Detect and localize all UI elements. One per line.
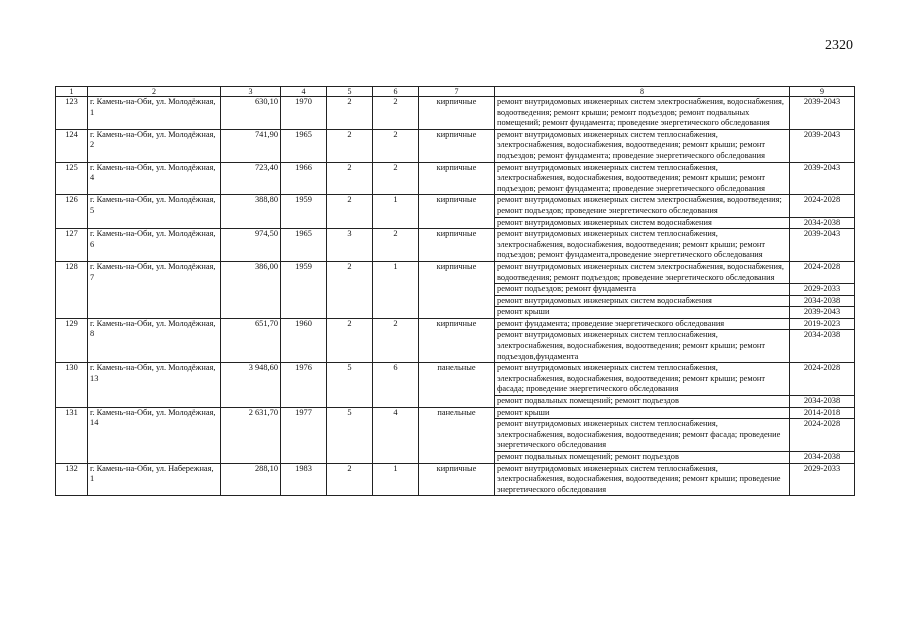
row-number: 131 — [56, 407, 88, 463]
table-row — [56, 318, 855, 330]
floors-cell: 2 — [327, 162, 373, 195]
entrances-cell: 2 — [373, 162, 419, 195]
entrances-cell: 4 — [373, 407, 419, 463]
wall-material-cell: кирпичные — [419, 318, 495, 362]
period-cell: 2034-2038 — [790, 452, 855, 464]
period-cell: 2034-2038 — [790, 396, 855, 408]
work-description-cell: ремонт внутридомовых инженерных систем электроснабжения, водоснабжения, водоотведения; ремонт подъездов; проведение энергетического обследования — [495, 261, 790, 283]
row-number: 132 — [56, 463, 88, 496]
column-header: 5 — [327, 87, 373, 97]
entrances-cell: 1 — [373, 261, 419, 318]
entrances-cell: 6 — [373, 363, 419, 407]
period-cell: 2024-2028 — [790, 363, 855, 396]
area-cell: 651,70 — [221, 318, 281, 362]
area-cell: 388,80 — [221, 195, 281, 229]
year-cell: 1965 — [281, 129, 327, 162]
work-description-cell: ремонт фундамента; проведение энергетического обследования — [495, 318, 790, 330]
table-body — [56, 97, 855, 496]
address-cell: г. Камень-на-Оби, ул. Молодёжная, 1 — [88, 97, 221, 130]
wall-material-cell: панельные — [419, 363, 495, 407]
floors-cell: 2 — [327, 261, 373, 318]
column-header: 4 — [281, 87, 327, 97]
table-row — [56, 261, 855, 283]
work-description-cell: ремонт внутридомовых инженерных систем теплоснабжения, электроснабжения, водоснабжения, водоотведения; ремонт крыши; ремонт фасада; проведение энергетического обследования — [495, 363, 790, 396]
page-number: 2320 — [825, 38, 853, 53]
row-number: 123 — [56, 97, 88, 130]
work-description-cell: ремонт внутридомовых инженерных систем электроснабжения, водоотведения; ремонт подъездов; проведение энергетического обследования — [495, 195, 790, 217]
row-number: 129 — [56, 318, 88, 362]
address-cell: г. Камень-на-Оби, ул. Молодёжная, 6 — [88, 229, 221, 262]
row-number: 124 — [56, 129, 88, 162]
period-cell: 2024-2028 — [790, 195, 855, 217]
row-number: 127 — [56, 229, 88, 262]
work-description-cell: ремонт крыши — [495, 307, 790, 319]
floors-cell: 2 — [327, 129, 373, 162]
period-cell: 2039-2043 — [790, 129, 855, 162]
table-row — [56, 195, 855, 217]
row-number: 126 — [56, 195, 88, 229]
work-description-cell: ремонт внутридомовых инженерных систем теплоснабжения, электроснабжения, водоснабжения, водоотведения; ремонт крыши; ремонт подъездов; ремонт фундамента; проведение энергетического обследования — [495, 162, 790, 195]
wall-material-cell: кирпичные — [419, 195, 495, 229]
address-cell: г. Камень-на-Оби, ул. Молодёжная, 8 — [88, 318, 221, 362]
area-cell: 288,10 — [221, 463, 281, 496]
work-description-cell: ремонт внутридомовых инженерных систем теплоснабжения, электроснабжения, водоснабжения, водоотведения; ремонт крыши; ремонт подъездов; ремонт фундамента; проведение энергетического обследования — [495, 129, 790, 162]
floors-cell: 5 — [327, 407, 373, 463]
period-cell: 2034-2038 — [790, 330, 855, 363]
work-description-cell: ремонт подъездов; ремонт фундамента — [495, 284, 790, 296]
area-cell: 386,00 — [221, 261, 281, 318]
wall-material-cell: кирпичные — [419, 463, 495, 496]
table-row — [56, 162, 855, 195]
year-cell: 1959 — [281, 195, 327, 229]
row-number: 125 — [56, 162, 88, 195]
work-description-cell: ремонт внутридомовых инженерных систем водоснабжения — [495, 217, 790, 229]
wall-material-cell: кирпичные — [419, 129, 495, 162]
area-cell: 723,40 — [221, 162, 281, 195]
wall-material-cell: кирпичные — [419, 261, 495, 318]
work-description-cell: ремонт внутридомовых инженерных систем электроснабжения, водоснабжения, водоотведения; ремонт крыши; ремонт подъездов; ремонт подвальных помещений; ремонт фундамента; проведение энергетического обследования — [495, 97, 790, 130]
work-description-cell: ремонт крыши — [495, 407, 790, 419]
period-cell: 2024-2028 — [790, 419, 855, 452]
year-cell: 1977 — [281, 407, 327, 463]
period-cell: 2024-2028 — [790, 261, 855, 283]
period-cell: 2039-2043 — [790, 162, 855, 195]
floors-cell: 2 — [327, 463, 373, 496]
table-row — [56, 97, 855, 130]
address-cell: г. Камень-на-Оби, ул. Молодёжная, 14 — [88, 407, 221, 463]
entrances-cell: 2 — [373, 229, 419, 262]
period-cell: 2039-2043 — [790, 97, 855, 130]
column-header: 7 — [419, 87, 495, 97]
entrances-cell: 2 — [373, 129, 419, 162]
work-description-cell: ремонт внутридомовых инженерных систем теплоснабжения, электроснабжения, водоснабжения, водоотведения; ремонт крыши; ремонт подъездов; ремонт фундамента,проведение энергетического обследования — [495, 229, 790, 262]
row-number: 130 — [56, 363, 88, 407]
year-cell: 1965 — [281, 229, 327, 262]
address-cell: г. Камень-на-Оби, ул. Молодёжная, 5 — [88, 195, 221, 229]
year-cell: 1976 — [281, 363, 327, 407]
work-description-cell: ремонт внутридомовых инженерных систем теплоснабжения, электроснабжения, водоснабжения, водоотведения; ремонт фасада; проведение энергетического обследования — [495, 419, 790, 452]
table-row — [56, 129, 855, 162]
floors-cell: 2 — [327, 318, 373, 362]
column-header: 1 — [56, 87, 88, 97]
column-header: 8 — [495, 87, 790, 97]
work-description-cell: ремонт подвальных помещений; ремонт подъездов — [495, 396, 790, 408]
address-cell: г. Камень-на-Оби, ул. Молодёжная, 2 — [88, 129, 221, 162]
period-cell: 2029-2033 — [790, 463, 855, 496]
entrances-cell: 2 — [373, 97, 419, 130]
year-cell: 1960 — [281, 318, 327, 362]
area-cell: 2 631,70 — [221, 407, 281, 463]
year-cell: 1983 — [281, 463, 327, 496]
area-cell: 630,10 — [221, 97, 281, 130]
column-header: 6 — [373, 87, 419, 97]
row-number: 128 — [56, 261, 88, 318]
period-cell: 2039-2043 — [790, 307, 855, 319]
work-description-cell: ремонт внутридомовых инженерных систем теплоснабжения, электроснабжения, водоснабжения, водоотведения; ремонт крыши; ремонт подъездов,фундамента — [495, 330, 790, 363]
address-cell: г. Камень-на-Оби, ул. Молодёжная, 7 — [88, 261, 221, 318]
year-cell: 1966 — [281, 162, 327, 195]
period-cell: 2029-2033 — [790, 284, 855, 296]
work-description-cell: ремонт внутридомовых инженерных систем водоснабжения — [495, 295, 790, 307]
period-cell: 2019-2023 — [790, 318, 855, 330]
year-cell: 1970 — [281, 97, 327, 130]
floors-cell: 3 — [327, 229, 373, 262]
work-description-cell: ремонт внутридомовых инженерных систем теплоснабжения, электроснабжения, водоснабжения, водоотведения; ремонт крыши; проведение энергетического обследования — [495, 463, 790, 496]
address-cell: г. Камень-на-Оби, ул. Молодёжная, 13 — [88, 363, 221, 407]
wall-material-cell: панельные — [419, 407, 495, 463]
entrances-cell: 2 — [373, 318, 419, 362]
floors-cell: 2 — [327, 97, 373, 130]
wall-material-cell: кирпичные — [419, 97, 495, 130]
area-cell: 741,90 — [221, 129, 281, 162]
column-header: 2 — [88, 87, 221, 97]
period-cell: 2034-2038 — [790, 295, 855, 307]
period-cell: 2034-2038 — [790, 217, 855, 229]
area-cell: 3 948,60 — [221, 363, 281, 407]
column-header: 3 — [221, 87, 281, 97]
floors-cell: 2 — [327, 195, 373, 229]
table-row — [56, 363, 855, 396]
table-row — [56, 407, 855, 419]
year-cell: 1959 — [281, 261, 327, 318]
column-header: 9 — [790, 87, 855, 97]
period-cell: 2014-2018 — [790, 407, 855, 419]
entrances-cell: 1 — [373, 195, 419, 229]
address-cell: г. Камень-на-Оби, ул. Набережная, 1 — [88, 463, 221, 496]
wall-material-cell: кирпичные — [419, 229, 495, 262]
column-header-row — [56, 87, 855, 97]
floors-cell: 5 — [327, 363, 373, 407]
housing-repair-table — [55, 86, 855, 496]
area-cell: 974,50 — [221, 229, 281, 262]
period-cell: 2039-2043 — [790, 229, 855, 262]
entrances-cell: 1 — [373, 463, 419, 496]
wall-material-cell: кирпичные — [419, 162, 495, 195]
address-cell: г. Камень-на-Оби, ул. Молодёжная, 4 — [88, 162, 221, 195]
table-row — [56, 463, 855, 496]
table-row — [56, 229, 855, 262]
work-description-cell: ремонт подвальных помещений; ремонт подъездов — [495, 452, 790, 464]
